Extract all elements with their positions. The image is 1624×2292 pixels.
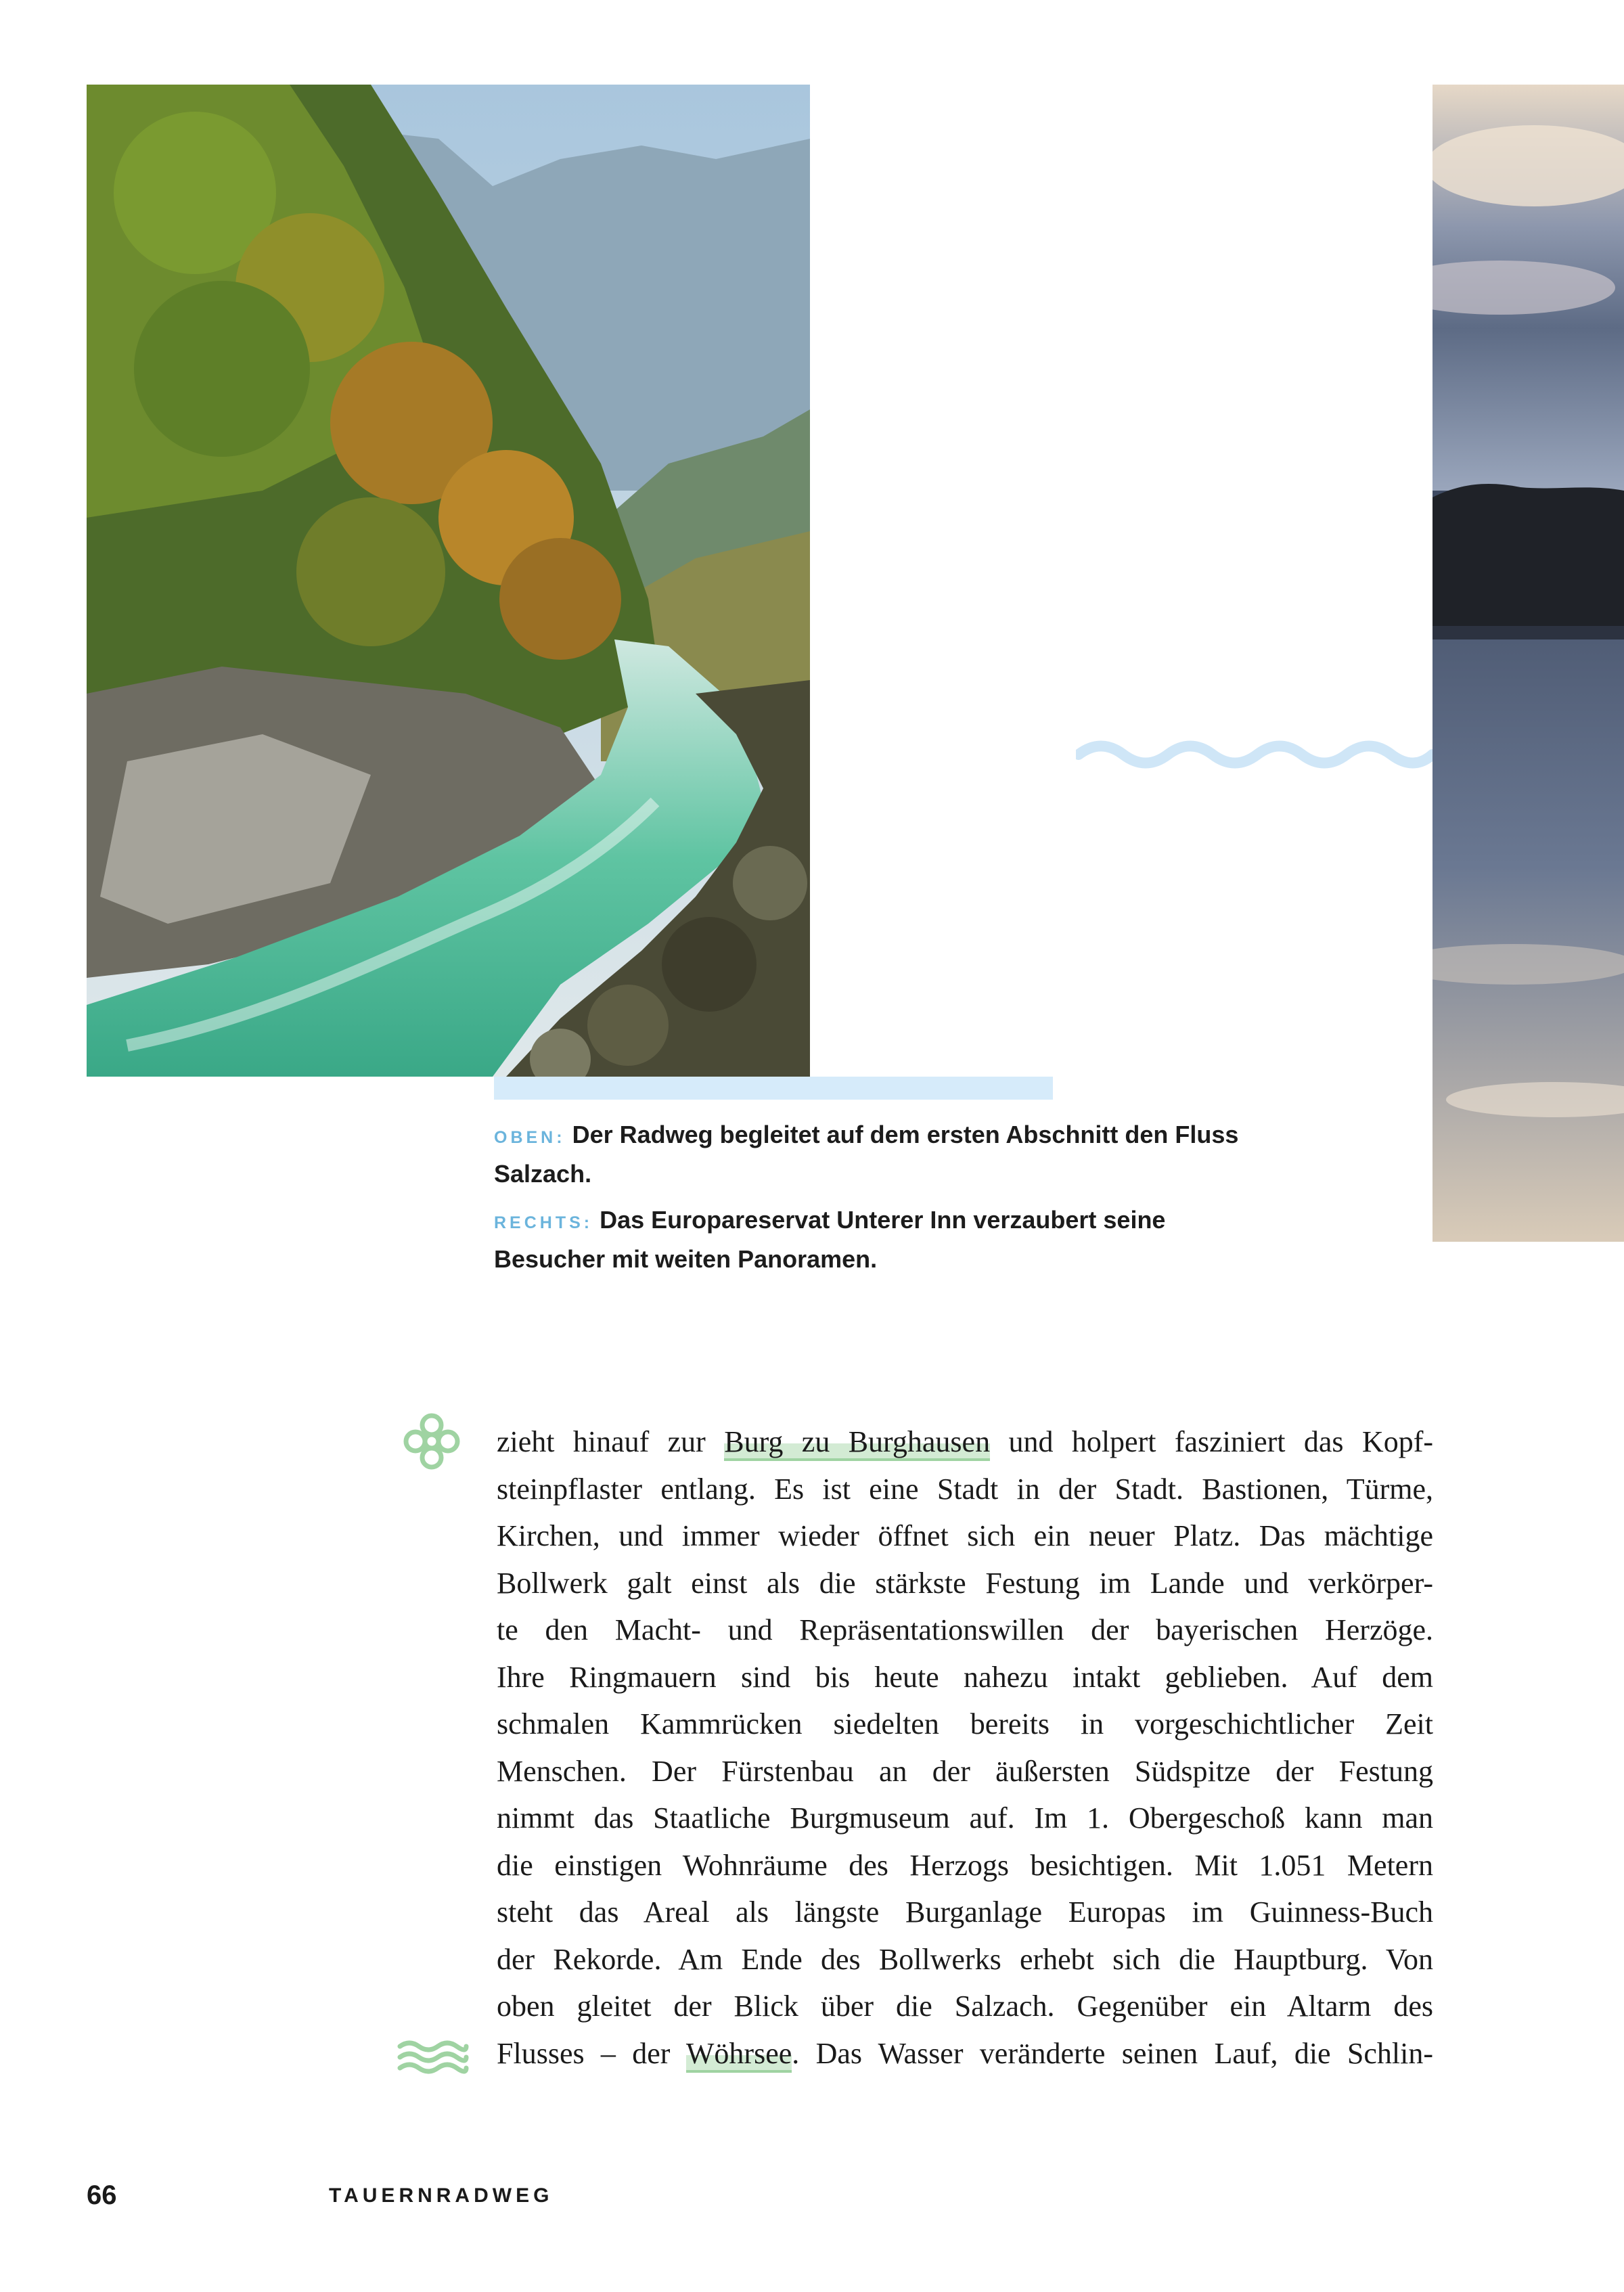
body-line: te den Macht- und Repräsentationswillen der bayerischen Herzöge. bbox=[497, 1613, 1433, 1646]
body-line: der Rekorde. Am Ende des Bollwerks erhebt sich die Hauptburg. Von bbox=[497, 1942, 1433, 1976]
running-title: TAUERNRADWEG bbox=[329, 2184, 554, 2207]
caption-label-rechts: RECHTS: bbox=[494, 1213, 593, 1232]
caption-rechts bbox=[494, 1202, 1347, 1278]
caption-text-oben: Der Radweg begleitet auf dem ersten Abschnitt den Fluss bbox=[572, 1121, 1239, 1148]
body-line: Flusses – der Wöhrsee. Das Wasser veränderte seinen Lauf, die Schlin- bbox=[497, 2030, 1433, 2077]
body-line: steht das Areal als längste Burganlage Europas im Guinness-Buch bbox=[497, 1895, 1433, 1929]
wave-decoration bbox=[1076, 738, 1433, 771]
body-line: nimmt das Staatliche Burgmuseum auf. Im 1. Obergeschoß kann man bbox=[497, 1801, 1433, 1835]
body-line: die einstigen Wohnräume des Herzogs besichtigen. Mit 1.051 Metern bbox=[497, 1848, 1433, 1882]
body-line: oben gleitet der Blick über die Salzach. Gegenüber ein Altarm des bbox=[497, 1990, 1433, 2023]
caption-accent-bar bbox=[494, 1077, 1053, 1100]
body-line: schmalen Kammrücken siedelten bereits in vorgeschichtlicher Zeit bbox=[497, 1707, 1433, 1740]
caption-text-rechts: Das Europareservat Unterer Inn verzaubert seine bbox=[600, 1206, 1166, 1234]
caption-text-rechts-2: Besucher mit weiten Panoramen. bbox=[494, 1245, 878, 1273]
body-line: zieht hinauf zur Burg zu Burghausen und holpert fasziniert das Kopf- bbox=[497, 1418, 1433, 1466]
body-line: Menschen. Der Fürstenbau an der äußersten Südspitze der Festung bbox=[497, 1754, 1433, 1788]
caption-text-oben-2: Salzach. bbox=[494, 1160, 592, 1188]
link-woehrsee[interactable]: Wöhrsee bbox=[686, 2037, 792, 2073]
photo-salzach-gorge bbox=[87, 85, 810, 1077]
body-line: Kirchen, und immer wieder öffnet sich ein neuer Platz. Das mächtige bbox=[497, 1519, 1433, 1552]
caption-oben bbox=[494, 1117, 1347, 1192]
body-line: steinpflaster entlang. Es ist eine Stadt in der Stadt. Bastionen, Türme, bbox=[497, 1472, 1433, 1506]
photo-unterer-inn-lake bbox=[1433, 85, 1624, 1242]
body-paragraph bbox=[497, 1418, 1433, 2077]
caption-label-oben: OBEN: bbox=[494, 1128, 566, 1147]
link-burg-zu-burghausen[interactable]: Burg zu Burghausen bbox=[724, 1425, 990, 1461]
celtic-knot-icon bbox=[401, 1410, 463, 1473]
page-number: 66 bbox=[87, 2180, 117, 2210]
water-waves-icon bbox=[396, 2037, 470, 2075]
body-line: Bollwerk galt einst als die stärkste Festung im Lande und verkörper- bbox=[497, 1566, 1433, 1600]
body-line: Ihre Ringmauern sind bis heute nahezu intakt geblieben. Auf dem bbox=[497, 1660, 1433, 1694]
